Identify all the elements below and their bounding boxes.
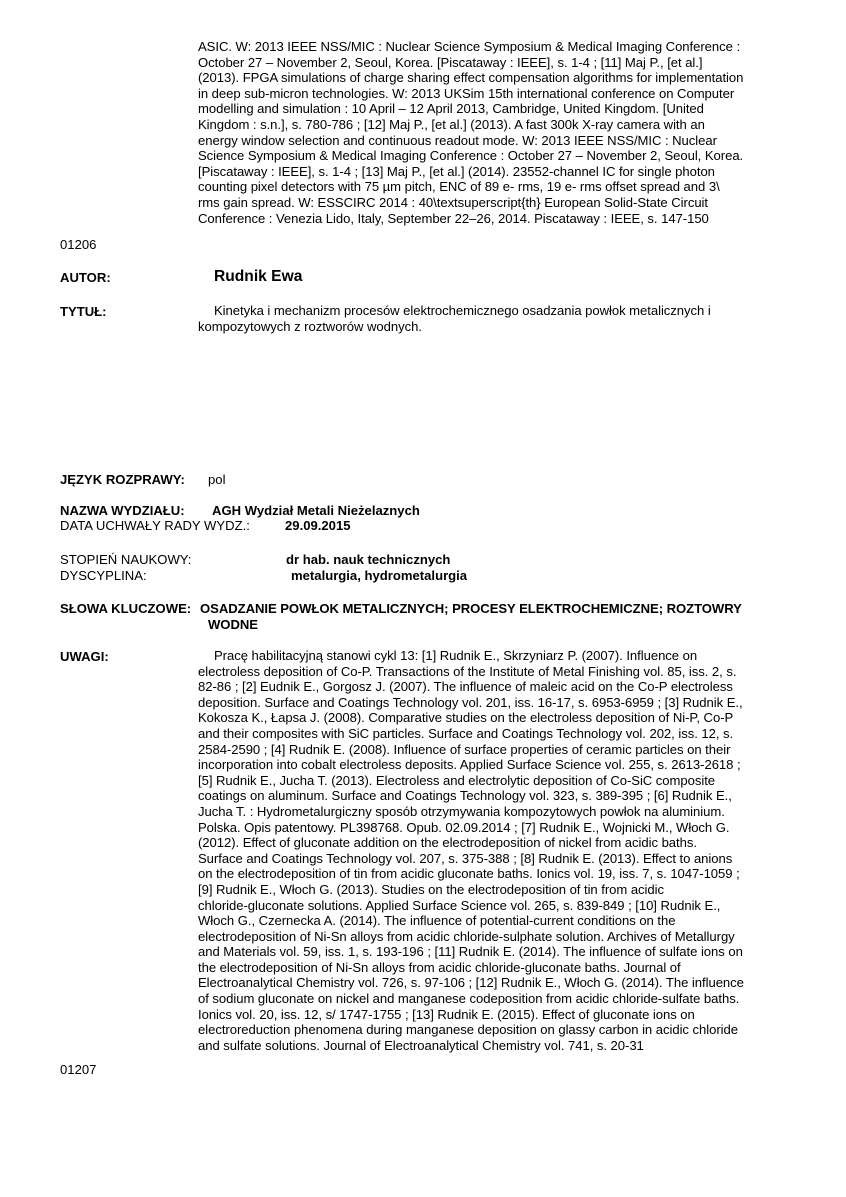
keywords-value: OSADZANIE POWŁOK METALICZNYCH; PROCESY ELEKTROCHEMICZNE; ROZTOWRY WODNE xyxy=(200,601,742,632)
discipline-label: DYSCYPLINA: xyxy=(60,568,147,583)
degree-value: dr hab. nauk technicznych xyxy=(286,552,451,567)
title-label: TYTUŁ: xyxy=(60,304,107,319)
date-label: DATA UCHWAŁY RADY WYDZ.: xyxy=(60,518,250,533)
degree-label: STOPIEŃ NAUKOWY: xyxy=(60,552,192,567)
record-id: 01206 xyxy=(60,237,97,252)
remarks-text: Pracę habilitacyjną stanowi cykl 13: [1] Rudnik E., Skrzyniarz P. (2007). Influence on electroless deposition of Co-P. Transactions of the Institute of Metal Finishing vol. 85, iss. 2, s. 82-86 ; [2] Eudnik E., Gorgosz J. (2007). The influence of maleic acid on the Co-P electroless deposition. Surface and Coatings Technology vol. 201, iss. 16-17, s. 6953-6959 ; [3] Rudnik E., Kokosza K., Łapsa J. (2008). Comparative studies on the electroless deposition of Ni-P, Co-P and their composites with SiC particles. Surface and Coatings Technology vol. 202, iss. 12, s. 2584-2590 ; [4] Rudnik E. (2008). Influence of surface properties of ceramic particles on their incorporation into cobalt electroless deposits. Applied Surface Science vol. 255, s. 2613-2618 ; [5] Rudnik E., Jucha T. (2013). Electroless and electrolytic deposition of Co-SiC composite coatings on aluminum. Surface and Coatings Technology vol. 323, s. 389-395 ; [6] Rudnik E., Jucha T. : Hydrometalurgiczny sposób otrzymywania kompozytowych powłok na aluminium. Polska. Opis patentowy. PL398768. Opub. 02.09.2014 ; [7] Rudnik E., Wojnicki M., Włoch G. (2012). Effect of gluconate addition on the electrodeposition of nickel from acidic baths. Surface and Coatings Technology vol. 207, s. 375-388 ; [8] Rudnik E. (2013). Effect to anions on the electrodeposition of tin from acidic gluconate baths. Ionics vol. 19, iss. 7, s. 1047-1059 ; [9] Rudnik E., Włoch G. (2013). Studies on the electrodeposition of tin from acidic chloride-gluconate solutions. Applied Surface Science vol. 265, s. 839-849 ; [10] Rudnik E., Włoch G., Czernecka A. (2014). The influence of potential-current conditions on the electrodeposition of Ni-Sn alloys from acidic chloride-sulphate solution. Archives of Metallurgy and Materials vol. 59, iss. 1, s. 193-196 ; [11] Rudnik E. (2014). The influence of sulfate ions on the electrodeposition of Ni-Sn alloys from acidic chloride-gluconate baths. Journal of Electroanalytical Chemistry vol. 726, s. 97-106 ; [12] Rudnik E., Włoch G. (2014). The influence of sodium gluconate on nickel and manganese codeposition from acidic chloride-sulfate baths. Ionics vol. 20, iss. 12, s/ 1747-1755 ; [13] Rudnik E. (2015). Effect of gluconate ions on electroreduction phenomena during manganese deposition on glassy carbon in acidic chloride and sulfate solutions. Journal of Electroanalytical Chemistry vol. 741, s. 20-31 xyxy=(198,648,744,1053)
next-record-id: 01207 xyxy=(60,1062,97,1077)
dissertation-title: Kinetyka i mechanizm procesów elektrochemicznego osadzania powłok metalicznych i kompozytowych z roztworów wodnych. xyxy=(198,303,711,334)
previous-record-remarks-continuation: ASIC. W: 2013 IEEE NSS/MIC : Nuclear Science Symposium & Medical Imaging Conference : October 27 – November 2, Seoul, Korea. [Piscataway : IEEE], s. 1-4 ; [11] Maj P., [et al.] (2013). FPGA simulations of charge sharing effect compensation algorithms for implementation in deep sub-micron technologies. W: 2013 UKSim 15th international conference on Computer modelling and simulation : 10 April – 12 April 2013, Cambridge, United Kingdom. [United Kingdom : s.n.], s. 780-786 ; [12] Maj P., [et al.] (2013). A fast 300k X-ray camera with an energy window selection and continuous readout mode. W: 2013 IEEE NSS/MIC : Nuclear Science Symposium & Medical Imaging Conference : October 27 – November 2, Seoul, Korea. [Piscataway : IEEE], s. 1-4 ; [13] Maj P., [et al.] (2014). 23552-channel IC for single photon counting pixel detectors with 75 µm pitch, ENC of 89 e- rms, 19 e- rms offset spread and 3\ rms gain spread. W: ESSCIRC 2014 : 40\textsuperscript{th} European Solid-State Circuit Conference : Venezia Lido, Italy, September 22–26, 2014. Piscataway : IEEE, s. 147-150 xyxy=(198,39,744,226)
language-value: pol xyxy=(208,472,226,487)
discipline-value: metalurgia, hydrometalurgia xyxy=(291,568,468,583)
date-value: 29.09.2015 xyxy=(285,518,351,533)
language-label: JĘZYK ROZPRAWY: xyxy=(60,472,185,487)
author-name: Rudnik Ewa xyxy=(214,268,303,285)
remarks-label: UWAGI: xyxy=(60,649,109,664)
faculty-value: AGH Wydział Metali Nieżelaznych xyxy=(212,503,420,518)
author-label: AUTOR: xyxy=(60,270,111,285)
keywords-label: SŁOWA KLUCZOWE: xyxy=(60,601,192,616)
faculty-label: NAZWA WYDZIAŁU: xyxy=(60,503,185,518)
